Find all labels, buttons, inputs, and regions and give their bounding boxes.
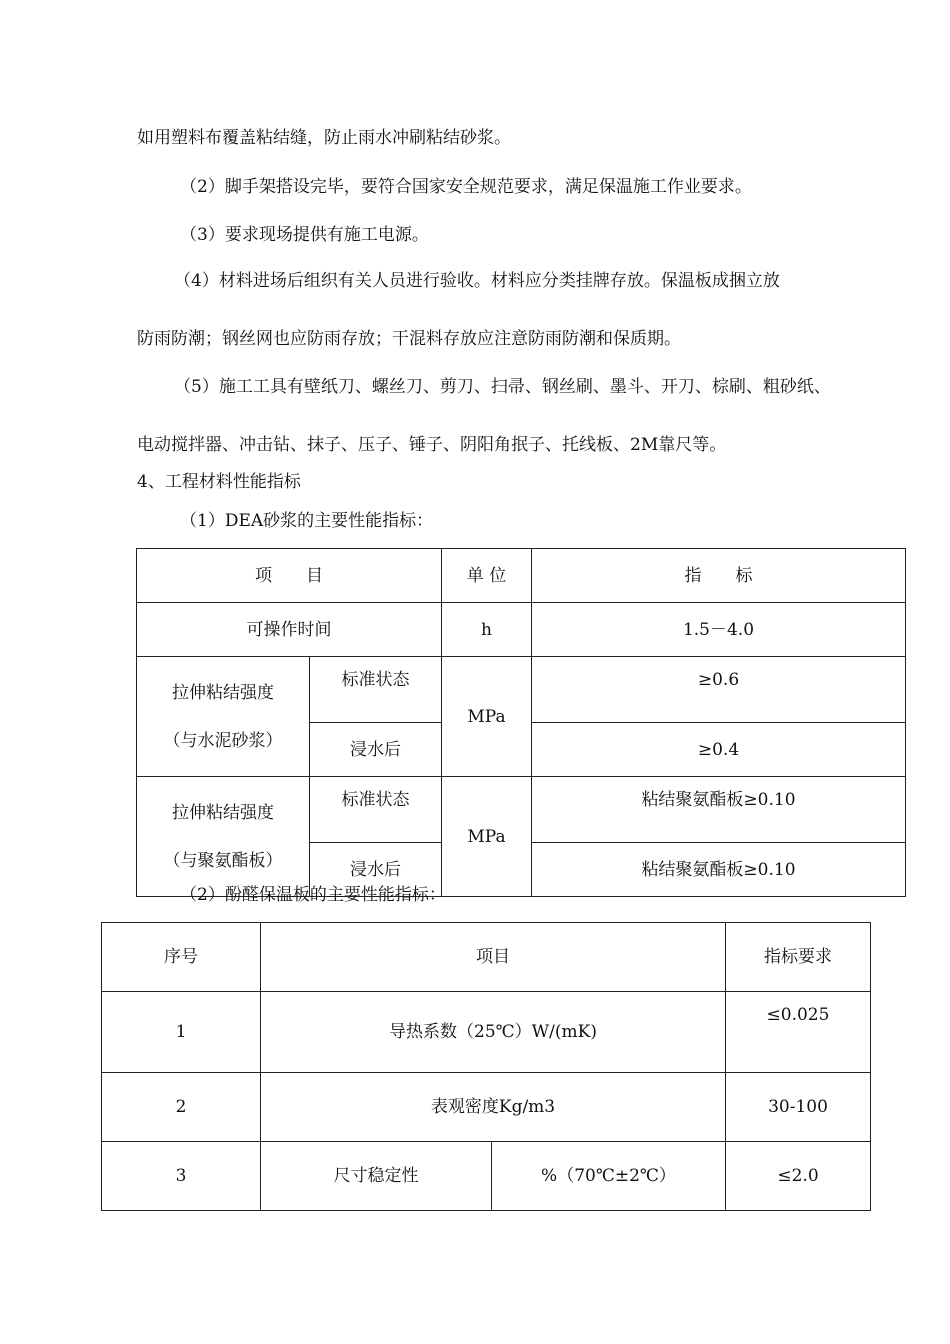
cell-item: 可操作时间 (137, 603, 442, 657)
group-label-line2: （与水泥砂浆） (163, 730, 283, 751)
section-heading: 4、工程材料性能指标 (137, 472, 301, 492)
cell-unit: h (442, 603, 532, 657)
cell-req: 30-100 (726, 1073, 871, 1142)
table-row (102, 1073, 871, 1142)
paragraph-power: （3）要求现场提供有施工电源。 (180, 225, 429, 245)
cell-value: 1.5－4.0 (532, 603, 906, 657)
group-label-line1: 拉伸粘结强度 (172, 682, 274, 703)
cell-condition: %（70℃±2℃） (492, 1142, 726, 1211)
paragraph-tools-line1: （5）施工工具有壁纸刀、螺丝刀、剪刀、扫帚、钢丝刷、墨斗、开刀、棕刷、粗砂纸、 (174, 377, 831, 397)
table-row (102, 1142, 871, 1211)
cell-value: ≥0.6 (532, 657, 906, 723)
cell-unit: MPa (442, 657, 532, 777)
cell-state: 浸水后 (310, 723, 442, 777)
cell-value: 粘结聚氨酯板≥0.10 (532, 777, 906, 843)
table-row (137, 549, 906, 603)
paragraph-covering: 如用塑料布覆盖粘结缝，防止雨水冲刷粘结砂浆。 (137, 128, 511, 148)
cell-item: 表观密度Kg/m3 (261, 1073, 726, 1142)
header-index: 指 标 (532, 549, 906, 603)
cell-value: 粘结聚氨酯板≥0.10 (532, 843, 906, 897)
cell-req: ≤0.025 (726, 992, 871, 1073)
cell-group-label (137, 777, 310, 897)
cell-state: 浸水后 (310, 843, 442, 897)
header-item: 项目 (261, 923, 726, 992)
header-no: 序号 (102, 923, 261, 992)
table-row (137, 777, 906, 843)
dea-mortar-table (136, 548, 906, 897)
cell-item: 尺寸稳定性 (261, 1142, 492, 1211)
cell-no: 2 (102, 1073, 261, 1142)
group-label-line2: （与聚氨酯板） (163, 850, 283, 871)
paragraph-materials-line2: 防雨防潮；钢丝网也应防雨存放；干混料存放应注意防雨防潮和保质期。 (137, 329, 681, 349)
table-row (102, 992, 871, 1073)
cell-item: 导热系数（25℃）W/(mK) (261, 992, 726, 1073)
cell-group-label (137, 657, 310, 777)
table1-caption: （1）DEA砂浆的主要性能指标： (180, 511, 434, 531)
table-row (137, 603, 906, 657)
table-row (137, 657, 906, 723)
cell-no: 3 (102, 1142, 261, 1211)
phenolic-board-table (101, 922, 871, 1211)
group-label-line1: 拉伸粘结强度 (172, 802, 274, 823)
table2-caption: （2）酚醛保温板的主要性能指标： (180, 885, 446, 905)
cell-unit: MPa (442, 777, 532, 897)
paragraph-materials-line1: （4）材料进场后组织有关人员进行验收。材料应分类挂牌存放。保温板成捆立放 (174, 271, 780, 291)
paragraph-scaffold: （2）脚手架搭设完毕，要符合国家安全规范要求，满足保温施工作业要求。 (180, 177, 752, 197)
cell-state: 标准状态 (310, 777, 442, 843)
header-req: 指标要求 (726, 923, 871, 992)
header-item: 项 目 (137, 549, 442, 603)
header-unit: 单 位 (442, 549, 532, 603)
table-row (102, 923, 871, 992)
cell-value: ≥0.4 (532, 723, 906, 777)
cell-state: 标准状态 (310, 657, 442, 723)
cell-req: ≤2.0 (726, 1142, 871, 1211)
paragraph-tools-line2: 电动搅拌器、冲击钻、抹子、压子、锤子、阴阳角抿子、托线板、2M靠尺等。 (137, 435, 727, 455)
cell-no: 1 (102, 992, 261, 1073)
